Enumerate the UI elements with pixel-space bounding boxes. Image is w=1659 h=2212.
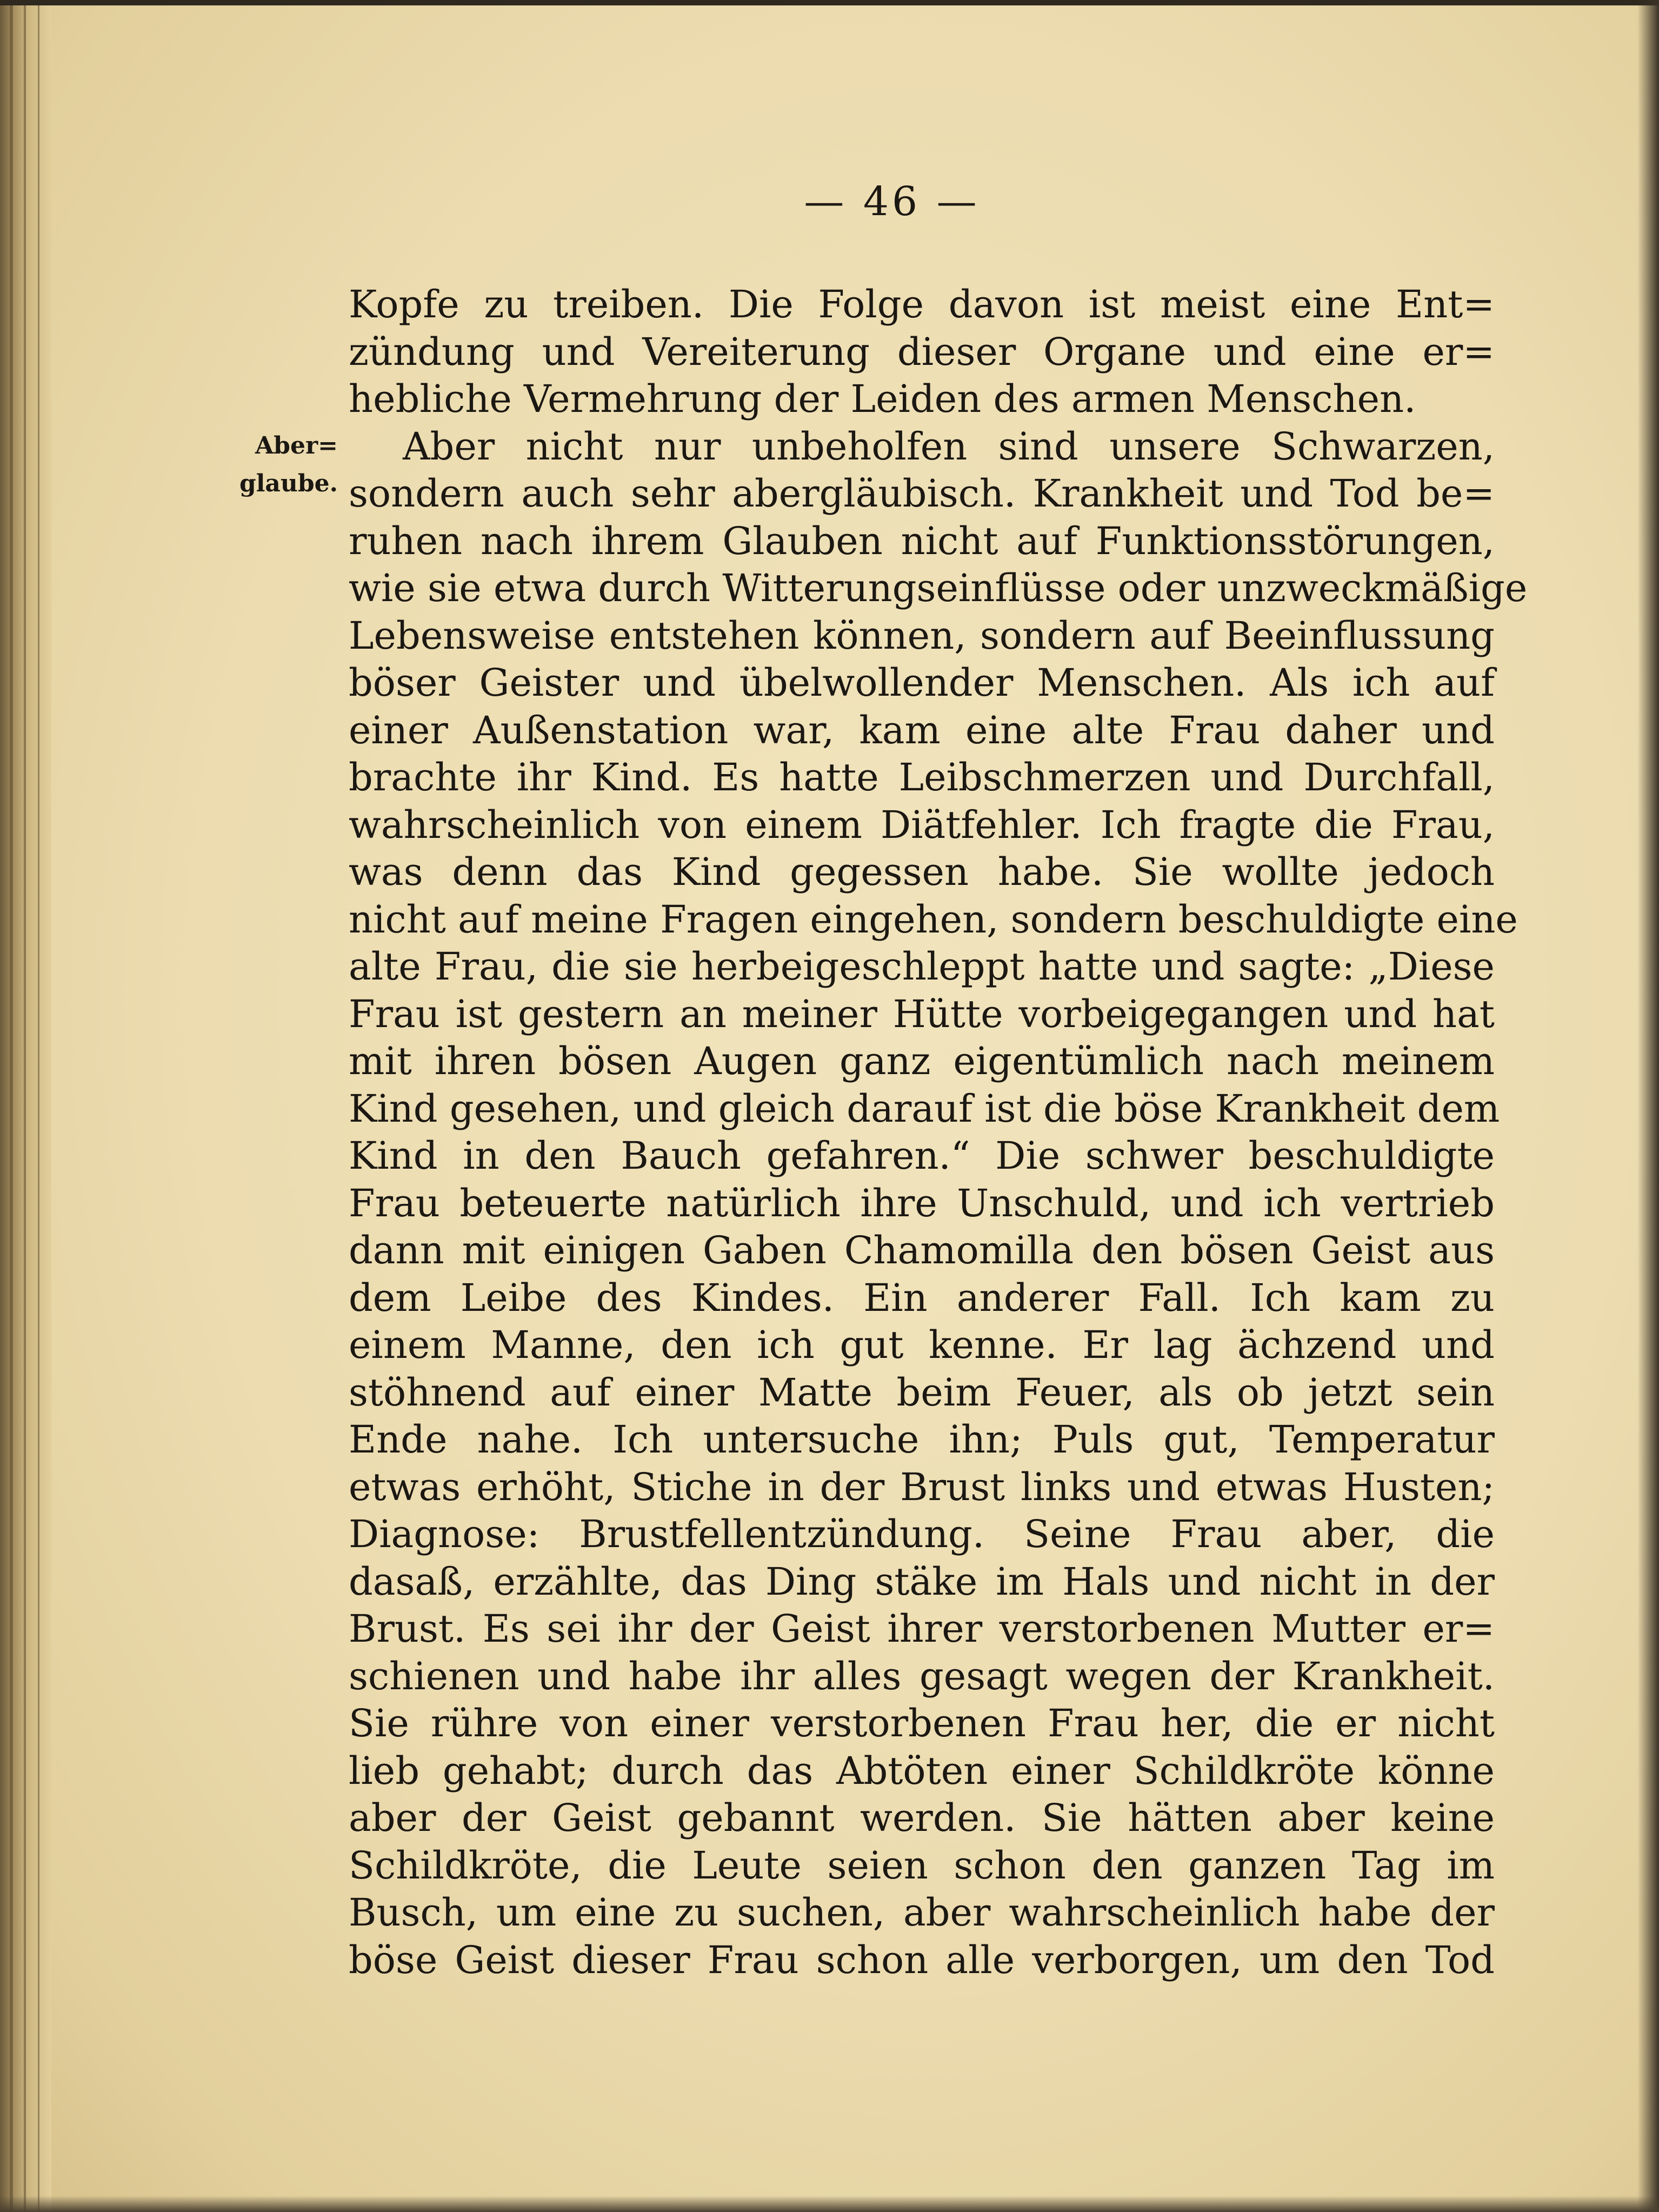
text-line: brachte ihr Kind. Es hatte Leibschmerzen und Durchfall, xyxy=(349,755,1495,799)
text-line: was denn das Kind gegessen habe. Sie wollte jedoch xyxy=(349,850,1495,894)
text-line: Diagnose: Brustfellentzündung. Seine Frau aber, die xyxy=(349,1512,1495,1556)
text-line: Kind in den Bauch gefahren.“ Die schwer beschuldigte xyxy=(349,1134,1495,1178)
text-line: sondern auch sehr abergläubisch. Krankheit und Tod be= xyxy=(349,471,1495,516)
text-line: mit ihren bösen Augen ganz eigentümlich nach meinem xyxy=(349,1039,1495,1083)
text-line: nicht auf meine Fragen eingehen, sondern beschuldigte eine xyxy=(349,897,1518,942)
text-line: ruhen nach ihrem Glauben nicht auf Funktionsstörungen, xyxy=(349,518,1495,563)
text-line: Schildkröte, die Leute seien schon den ganzen Tag im xyxy=(349,1843,1495,1888)
text-line: Busch, um eine zu suchen, aber wahrscheinlich habe der xyxy=(349,1890,1495,1935)
text-line: schienen und habe ihr alles gesagt wegen der Krankheit. xyxy=(349,1654,1495,1698)
text-line: stöhnend auf einer Matte beim Feuer, als ob jetzt sein xyxy=(349,1370,1495,1415)
text-line: etwas erhöht, Stiche in der Brust links und etwas Husten; xyxy=(349,1464,1495,1509)
text-line: böse Geist dieser Frau schon alle verborgen, um den Tod xyxy=(349,1937,1495,1982)
spine-line xyxy=(38,0,39,2212)
text-line: lieb gehabt; durch das Abtöten einer Schildkröte könne xyxy=(349,1748,1495,1793)
text-line: Frau ist gestern an meiner Hütte vorbeigegangen und hat xyxy=(349,991,1495,1036)
page-number: — 46 — xyxy=(804,178,980,225)
text-line: böser Geister und übelwollender Menschen. Als ich auf xyxy=(349,661,1495,705)
text-line: alte Frau, die sie herbeigeschleppt hatte und sagte: „Diese xyxy=(349,944,1495,989)
text-line: Lebensweise entstehen können, sondern auf Beeinflussung xyxy=(349,613,1495,658)
text-line: Aber nicht nur unbeholfen sind unsere Schwarzen, xyxy=(403,424,1495,469)
text-line: wahrscheinlich von einem Diätfehler. Ich fragte die Frau, xyxy=(349,802,1495,847)
text-line: wie sie etwa durch Witterungseinflüsse oder unzweckmäßige xyxy=(349,566,1528,610)
text-line: Kopfe zu treiben. Die Folge davon ist meist eine Ent= xyxy=(349,282,1495,327)
text-line: dem Leibe des Kindes. Ein anderer Fall. Ich kam zu xyxy=(349,1275,1495,1320)
margin-note-line: Aber= xyxy=(255,432,338,459)
page-bottom-edge xyxy=(0,2196,1659,2212)
page-top-edge xyxy=(0,0,1659,5)
text-line: aber der Geist gebannt werden. Sie hätten aber keine xyxy=(349,1796,1495,1840)
text-line: Brust. Es sei ihr der Geist ihrer verstorbenen Mutter er= xyxy=(349,1607,1495,1651)
text-line: Sie rühre von einer verstorbenen Frau her, die er nicht xyxy=(349,1701,1495,1745)
spine-line xyxy=(10,0,13,2212)
margin-note xyxy=(214,427,338,503)
text-line: Kind gesehen, und gleich darauf ist die böse Krankheit dem xyxy=(349,1086,1500,1131)
spine-line xyxy=(24,0,26,2212)
text-line: dann mit einigen Gaben Chamomilla den bösen Geist aus xyxy=(349,1228,1495,1272)
body-text xyxy=(349,281,1528,1984)
text-line: einem Manne, den ich gut kenne. Er lag ächzend und xyxy=(349,1323,1495,1367)
text-line: hebliche Vermehrung der Leiden des armen Menschen. xyxy=(349,377,1416,421)
page-right-edge xyxy=(1637,0,1659,2212)
text-line: Frau beteuerte natürlich ihre Unschuld, und ich vertrieb xyxy=(349,1181,1495,1225)
text-line: einer Außenstation war, kam eine alte Frau daher und xyxy=(349,708,1495,752)
text-line: Ende nahe. Ich untersuche ihn; Puls gut, Temperatur xyxy=(349,1417,1495,1462)
text-line: zündung und Vereiterung dieser Organe und eine er= xyxy=(349,329,1495,374)
margin-note-line: glaube. xyxy=(239,470,338,497)
text-line: dasaß, erzählte, das Ding stäke im Hals und nicht in der xyxy=(349,1559,1495,1604)
